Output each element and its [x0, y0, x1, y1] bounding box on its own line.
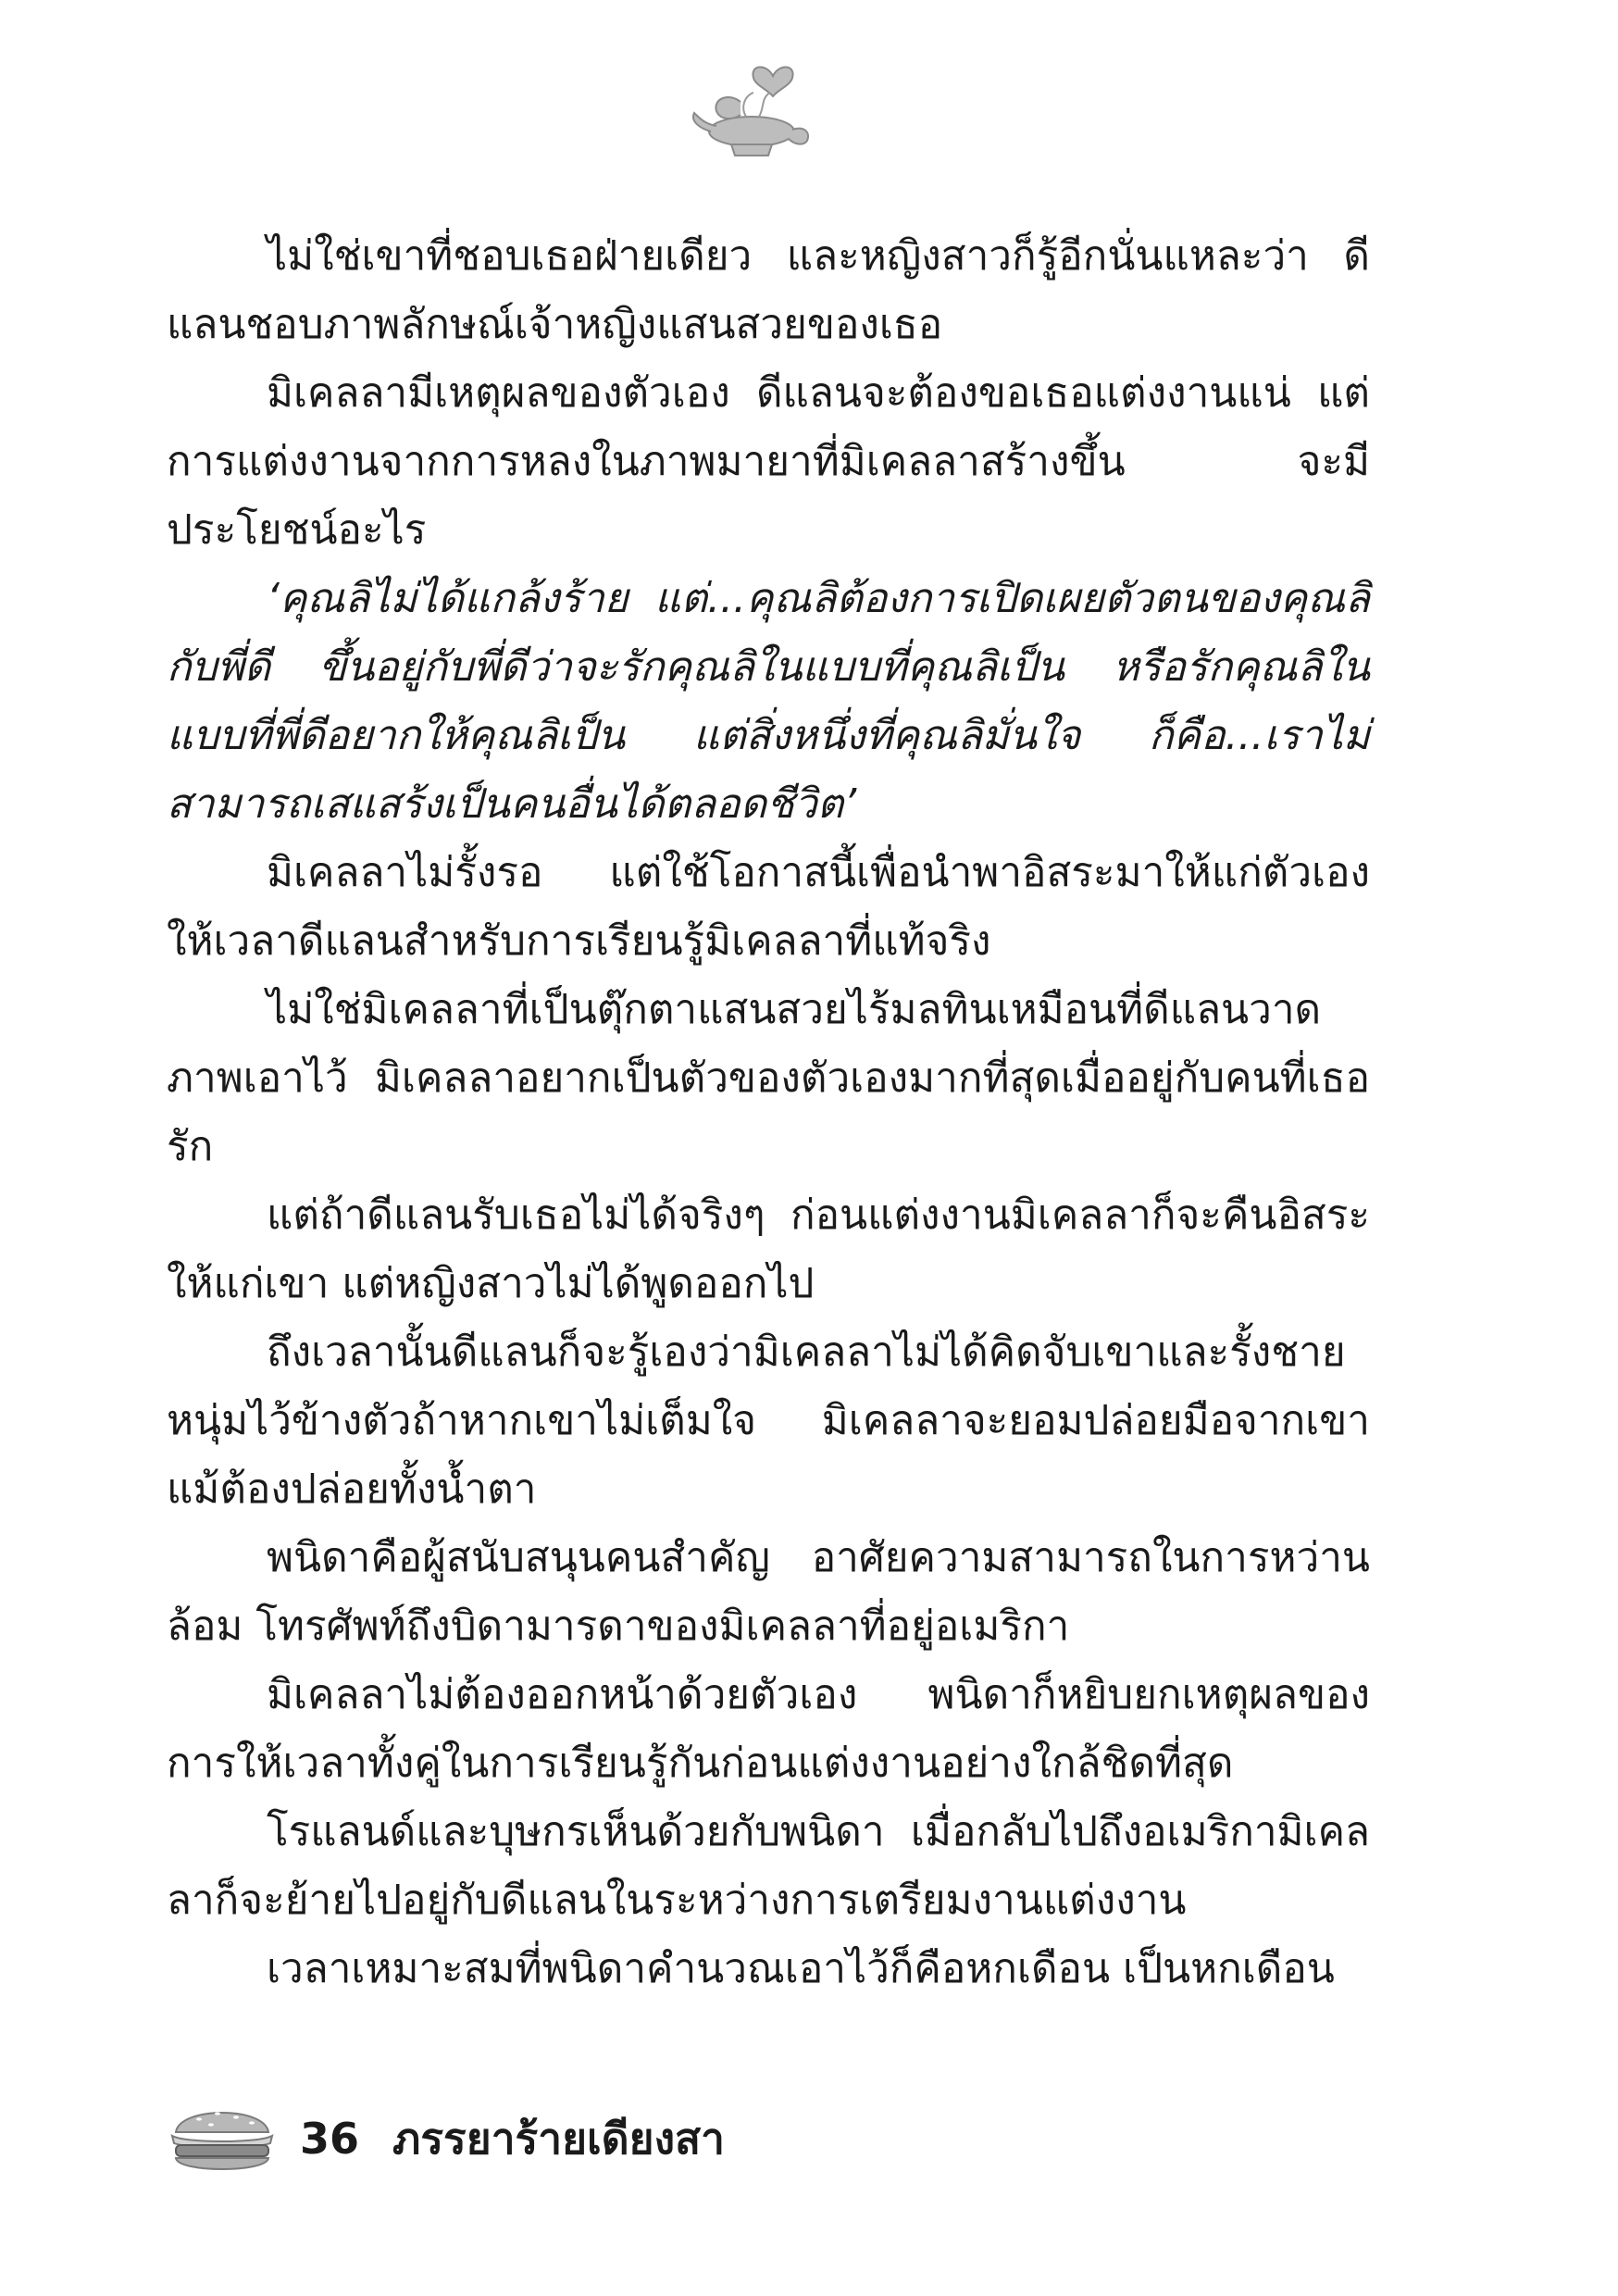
paragraph: มิเคลลาไม่ต้องออกหน้าด้วยตัวเอง พนิดาก็หยิบยกเหตุผลของการให้เวลาทั้งคู่ในการเรียนรู้กันก่อนแต่งงานอย่างใกล้ชิดที่สุด	[167, 1671, 1370, 1787]
paragraph: โรแลนด์และบุษกรเห็นด้วยกับพนิดา เมื่อกลับไปถึงอเมริกามิเคลลาก็จะย้ายไปอยู่กับดีแลนในระหว่างการเตรียมงานแต่งงาน	[167, 1808, 1370, 1924]
paragraph: ‘คุณลิไม่ได้แกล้งร้าย แต่...คุณลิต้องการเปิดเผยตัวตนของคุณลิกับพี่ดี ขึ้นอยู่กับพี่ดีว่าจะรักคุณลิในแบบที่คุณลิเป็น หรือรักคุณลิในแบบที่พี่ดีอยากให้คุณลิเป็น แต่สิ่งหนึ่งที่คุณลิมั่นใจ ก็คือ...เราไม่สามารถเสแสร้งเป็นคนอื่นได้ตลอดชีวิต’	[167, 575, 1370, 828]
page-number: 36	[300, 2114, 360, 2164]
body-text	[167, 222, 1370, 2003]
magic-lamp-icon	[685, 56, 824, 167]
burger-icon	[167, 2097, 278, 2180]
paragraph: มิเคลลามีเหตุผลของตัวเอง ดีแลนจะต้องขอเธอแต่งงานแน่ แต่การแต่งงานจากการหลงในภาพมายาที่มิเคลลาสร้างขึ้น จะมีประโยชน์อะไร	[167, 369, 1370, 554]
paragraph: แต่ถ้าดีแลนรับเธอไม่ได้จริงๆ ก่อนแต่งงานมิเคลลาก็จะคืนอิสระให้แก่เขา แต่หญิงสาวไม่ได้พูดออกไป	[167, 1192, 1370, 1307]
book-title: ภรรยาร้ายเดียงสา	[392, 2113, 725, 2164]
paragraph: มิเคลลาไม่รั้งรอ แต่ใช้โอกาสนี้เพื่อนำพาอิสระมาให้แก่ตัวเอง ให้เวลาดีแลนสำหรับการเรียนรู้มิเคลลาที่แท้จริง	[167, 849, 1370, 965]
paragraph: ไม่ใช่มิเคลลาที่เป็นตุ๊กตาแสนสวยไร้มลทินเหมือนที่ดีแลนวาดภาพเอาไว้ มิเคลลาอยากเป็นตัวของตัวเองมากที่สุดเมื่ออยู่กับคนที่เธอรัก	[167, 986, 1370, 1170]
page-footer	[167, 2083, 725, 2194]
paragraph: พนิดาคือผู้สนับสนุนคนสำคัญ อาศัยความสามารถในการหว่านล้อม โทรศัพท์ถึงบิดามารดาของมิเคลลาที่อยู่อเมริกา	[167, 1534, 1370, 1650]
paragraph: เวลาเหมาะสมที่พนิดาคำนวณเอาไว้ก็คือหกเดือน เป็นหกเดือน	[267, 1945, 1335, 1992]
paragraph: ถึงเวลานั้นดีแลนก็จะรู้เองว่ามิเคลลาไม่ได้คิดจับเขาและรั้งชายหนุ่มไว้ข้างตัวถ้าหากเขาไม่เต็มใจ มิเคลลาจะยอมปล่อยมือจากเขา แม้ต้องปล่อยทั้งน้ำตา	[167, 1329, 1370, 1513]
paragraph: ไม่ใช่เขาที่ชอบเธอฝ่ายเดียว และหญิงสาวก็รู้อีกนั่นแหละว่า ดีแลนชอบภาพลักษณ์เจ้าหญิงแสนสวยของเธอ	[167, 232, 1370, 348]
